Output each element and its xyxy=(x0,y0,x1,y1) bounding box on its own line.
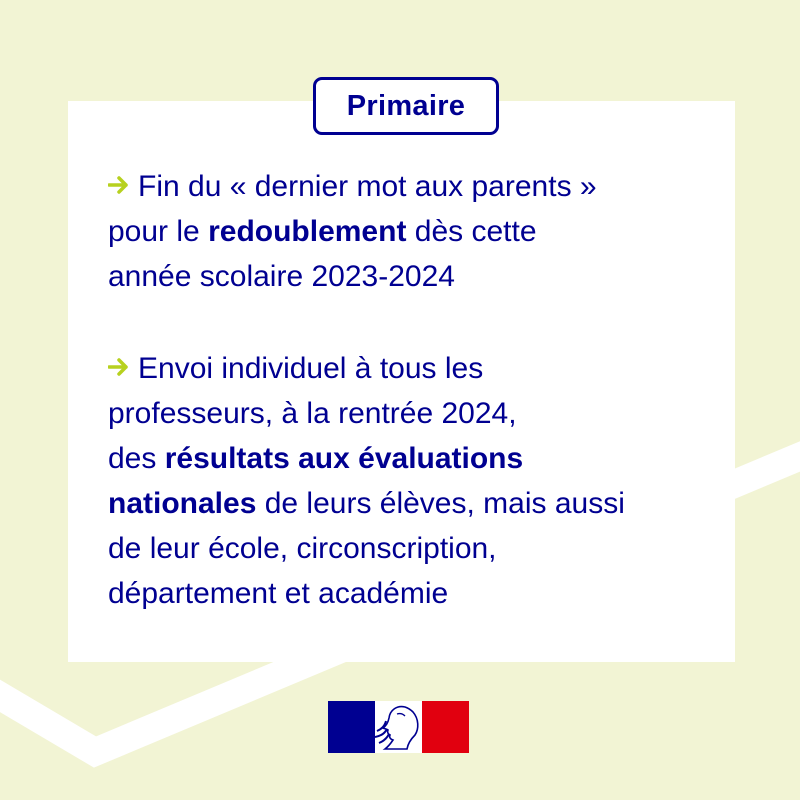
item2-line3-pre: des xyxy=(108,442,165,475)
item2-line6: département et académie xyxy=(108,577,449,610)
marianne-profile-icon xyxy=(375,701,422,753)
flag-blue-band xyxy=(328,701,375,753)
item1-line3: année scolaire 2023-2024 xyxy=(108,260,455,293)
item2-emphasis-nationales: nationales xyxy=(108,487,257,520)
item2-line1: Envoi individuel à tous les xyxy=(138,352,484,385)
item2-line2: professeurs, à la rentrée 2024, xyxy=(108,397,517,430)
flag-red-band xyxy=(422,701,469,753)
item1-line2-post: dès cette xyxy=(406,215,537,248)
bullet-item-1 xyxy=(108,164,728,299)
item2-emphasis-results: résultats aux évaluations xyxy=(164,442,524,475)
item1-emphasis-redoublement: redoublement xyxy=(208,215,407,248)
item1-line1: Fin du « dernier mot aux parents » xyxy=(138,170,597,203)
level-tag-label: Primaire xyxy=(346,89,466,122)
marianne-flag-logo xyxy=(328,701,469,753)
bullet-item-2 xyxy=(108,346,728,616)
item2-line5: de leur école, circonscription, xyxy=(108,532,497,565)
flag-white-band xyxy=(375,701,422,753)
arrow-right-icon xyxy=(108,346,130,391)
item2-line4-post: de leurs élèves, mais aussi xyxy=(256,487,625,520)
item1-line2-pre: pour le xyxy=(108,215,209,248)
arrow-right-icon xyxy=(108,164,130,209)
level-tag xyxy=(313,77,499,135)
